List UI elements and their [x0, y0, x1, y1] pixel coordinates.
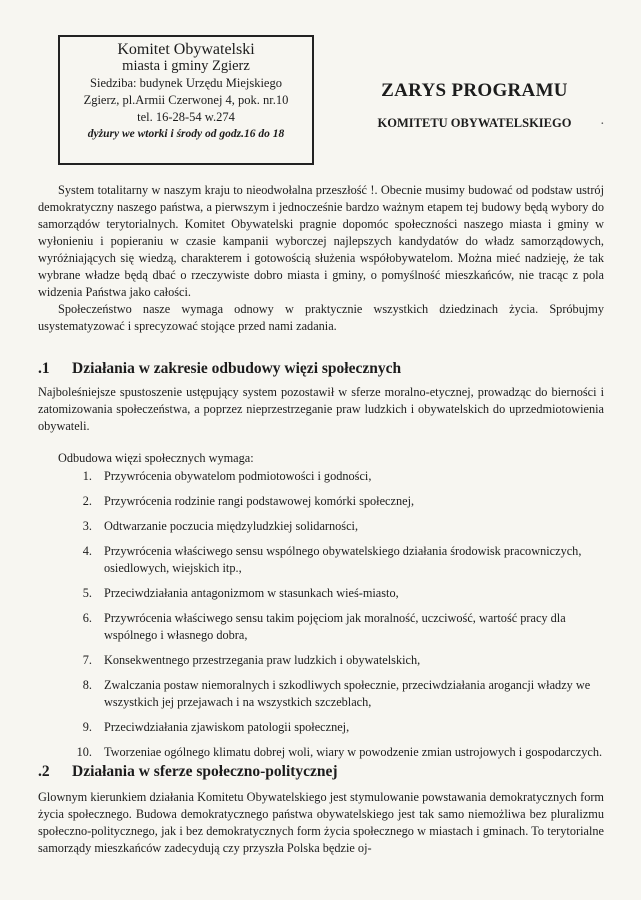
list-item-text: Przywrócenia właściwego sensu wspólnego obywatelskiego działania środowisk pracowniczych, osiedlowych, wiejskich itp., — [104, 544, 582, 575]
document-title: ZARYS PROGRAMU — [381, 80, 568, 101]
list-item-number: 7. — [82, 653, 92, 667]
section-2-paragraph: Glownym kierunkiem działania Komitetu Obywatelskiego jest stymulowanie powstawania demokratycznych form życia społecznego. Budowa demokratycznego państwa obywatelskiego jest tak samo niemożliwa bez pluralizmu społeczno-politycznego, jak i bez demokratycznych form życia społecznego w miastach i gminach. To terytorialne samorządy mieszkańców zadecydują czy przyszła Polska będzie oj- — [38, 790, 604, 855]
list-item-number: 10. — [76, 745, 92, 759]
stamp-line-area: miasta i gminy Zgierz — [122, 58, 250, 74]
list-item-text: Zwalczania postaw niemoralnych i szkodliwych społecznie, przeciwdziałania arogancji władzy we wszystkich jej przejawach i na wszystkich szczeblach, — [104, 678, 591, 709]
list-item-text: Tworzeniae ogólnego klimatu dobrej woli, wiary w powodzenie zmian ustrojowych i gospodarczych. — [104, 745, 603, 759]
list-item — [58, 585, 608, 602]
list-item-text: Odtwarzanie poczucia międzyludzkiej solidarności, — [104, 519, 359, 533]
list-item-number: 8. — [82, 678, 92, 692]
intro-section — [38, 182, 604, 335]
list-item-text: Przywrócenia obywatelom podmiotowości i godności, — [104, 469, 372, 483]
stamp-line-hours: dyżury we wtorki i środy od godz.16 do 18 — [87, 128, 285, 140]
list-item-number: 6. — [82, 611, 92, 625]
section-number: .1 — [38, 360, 50, 377]
stamp-line-name: Komitet Obywatelski — [117, 41, 255, 58]
intro-paragraph: System totalitarny w naszym kraju to nieodwołalna przeszłość !. Obecnie musimy budować od podstaw ustrój demokratyczny naszego państwa, a pierwszym i jednocześnie bardzo ważnym etapem tej budowy będą wybory do samorządów terytorialnych. Komitet Obywatelski pragnie dopomóc społeczności naszego miasta i gminy w wyłonieniu i popieraniu w czasie kampanii wyborczej najlepszych kandydatów do władz samorządowych, wyróżniających się wiedzą, charakterem i gotowością służenia współobywatelom. Można mieć nadzieję, że tak wybrane władze będą dbać o rzeczywiste dobro miasta i gminy, o pomyślność mieszkańców, nie tracąc z pola widzenia Państwa jako całości. — [38, 183, 604, 299]
list-lead: Odbudowa więzi społecznych wymaga: — [58, 451, 254, 465]
stamp-line-phone: tel. 16-28-54 w.274 — [137, 110, 235, 124]
list-item — [58, 610, 608, 644]
section-2-heading — [38, 763, 338, 781]
list-item-text: Przeciwdziałania antagonizmom w stasunkach wieś-miasto, — [104, 586, 399, 600]
list-item — [58, 493, 608, 510]
list-item-number: 5. — [82, 586, 92, 600]
section-1-paragraph: Najboleśniejsze spustoszenie ustępujący system pozostawił w sferze moralno-etycznej, prowadząc do bierności i zatomizowania społeczeństwa, a poprzez nieprzestrzeganie praw ludzkich i obywatelskich do uprzedmiotowienia obywateli. — [38, 385, 604, 433]
section-1-heading — [38, 360, 401, 378]
list-item-text: Przeciwdziałania zjawiskom patologii społecznej, — [104, 720, 350, 734]
section-heading-text: Działania w sferze społeczno-politycznej — [72, 763, 338, 780]
list-item-text: Konsekwentnego przestrzegania praw ludzkich i obywatelskich, — [104, 653, 421, 667]
list-item-number: 9. — [82, 720, 92, 734]
list-item — [58, 468, 608, 485]
list-item — [58, 677, 608, 711]
stamp-line-seat: Siedziba: budynek Urzędu Miejskiego — [90, 76, 282, 90]
list-item-number: 3. — [82, 519, 92, 533]
list-item — [58, 719, 608, 736]
committee-stamp — [58, 35, 314, 165]
list-item-number: 4. — [82, 544, 92, 558]
scan-mark: · — [600, 117, 605, 132]
list-item-number: 1. — [82, 469, 92, 483]
requirements-list — [58, 468, 608, 769]
document-subtitle: KOMITETU OBYWATELSKIEGO — [377, 116, 572, 130]
section-heading-text: Działania w zakresie odbudowy więzi społecznych — [72, 360, 402, 377]
list-item-text: Przywrócenia rodzinie rangi podstawowej komórki społecznej, — [104, 494, 415, 508]
list-item — [58, 744, 608, 761]
list-item-number: 2. — [82, 494, 92, 508]
stamp-line-address: Zgierz, pl.Armii Czerwonej 4, pok. nr.10 — [83, 93, 289, 107]
section-number: .2 — [38, 763, 50, 780]
list-item — [58, 652, 608, 669]
list-item — [58, 518, 608, 535]
list-item — [58, 543, 608, 577]
list-item-text: Przywrócenia właściwego sensu takim pojęciom jak moralność, uczciwość, wartość pracy dla wspólnego i własnego dobra, — [104, 611, 566, 642]
intro-paragraph: Społeczeństwo nasze wymaga odnowy w praktycznie wszystkich dziedzinach życia. Spróbujmy usystematyzować i sprecyzować stojące przed nami zadania. — [38, 302, 604, 333]
